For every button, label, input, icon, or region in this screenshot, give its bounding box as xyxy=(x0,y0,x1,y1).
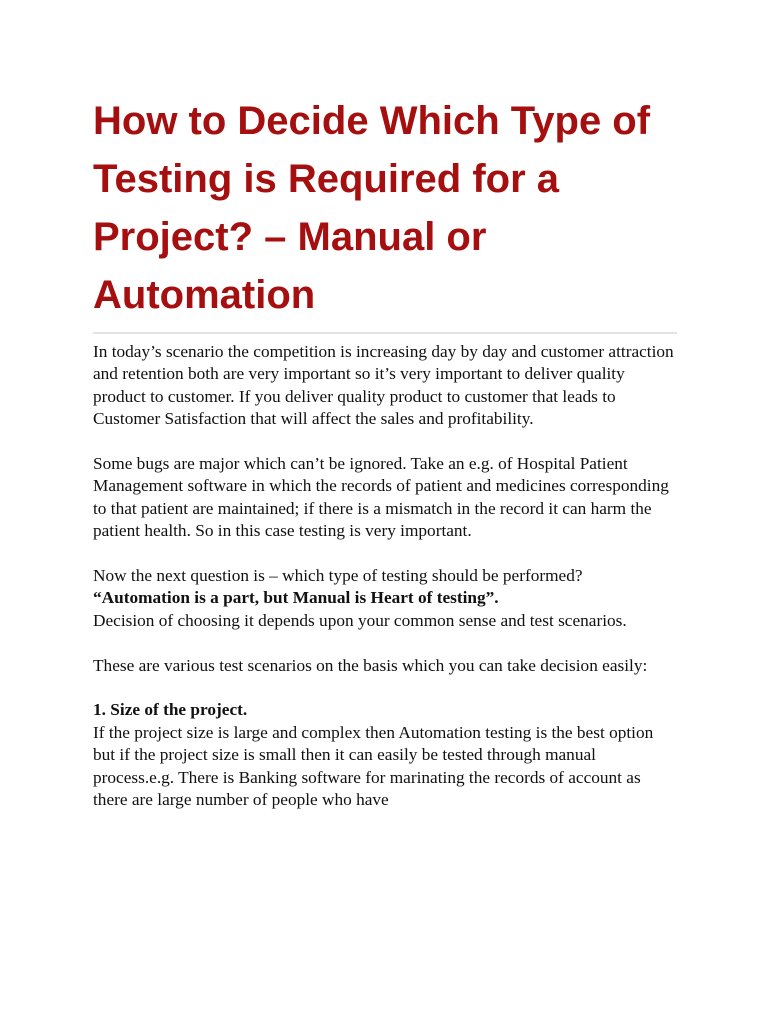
document-body xyxy=(93,341,678,811)
title-divider xyxy=(93,332,677,334)
paragraph-intro: In today’s scenario the competition is increasing day by day and customer attraction and retention both are very important so it’s very important to deliver quality product to customer. If you deliver quality product to customer that leads to Customer Satisfaction that will affect the sales and profitability. xyxy=(93,342,674,429)
section-heading-size: 1. Size of the project. xyxy=(93,700,248,720)
paragraph-question: Now the next question is – which type of testing should be performed? xyxy=(93,566,583,586)
section-text-size: If the project size is large and complex then Automation testing is the best option but if the project size is small then it can easily be tested through manual process.e.g. There is Banking software for marinating the records of account as there are large number of people who have xyxy=(93,722,654,810)
paragraph-bugs: Some bugs are major which can’t be ignored. Take an e.g. of Hospital Patient Management software in which the records of patient and medicines corresponding to that patient are maintained; if there is a mismatch in the record it can harm the patient health. So in this case testing is very important. xyxy=(93,454,669,541)
document-page xyxy=(93,92,678,811)
paragraph-decision: Decision of choosing it depends upon your common sense and test scenarios. xyxy=(93,610,627,630)
paragraph-quote: “Automation is a part, but Manual is Heart of testing”. xyxy=(93,588,499,608)
paragraph-scenarios: These are various test scenarios on the basis which you can take decision easily: xyxy=(93,655,648,675)
document-title: How to Decide Which Type of Testing is Required for a Project? – Manual or Automation xyxy=(93,99,651,317)
